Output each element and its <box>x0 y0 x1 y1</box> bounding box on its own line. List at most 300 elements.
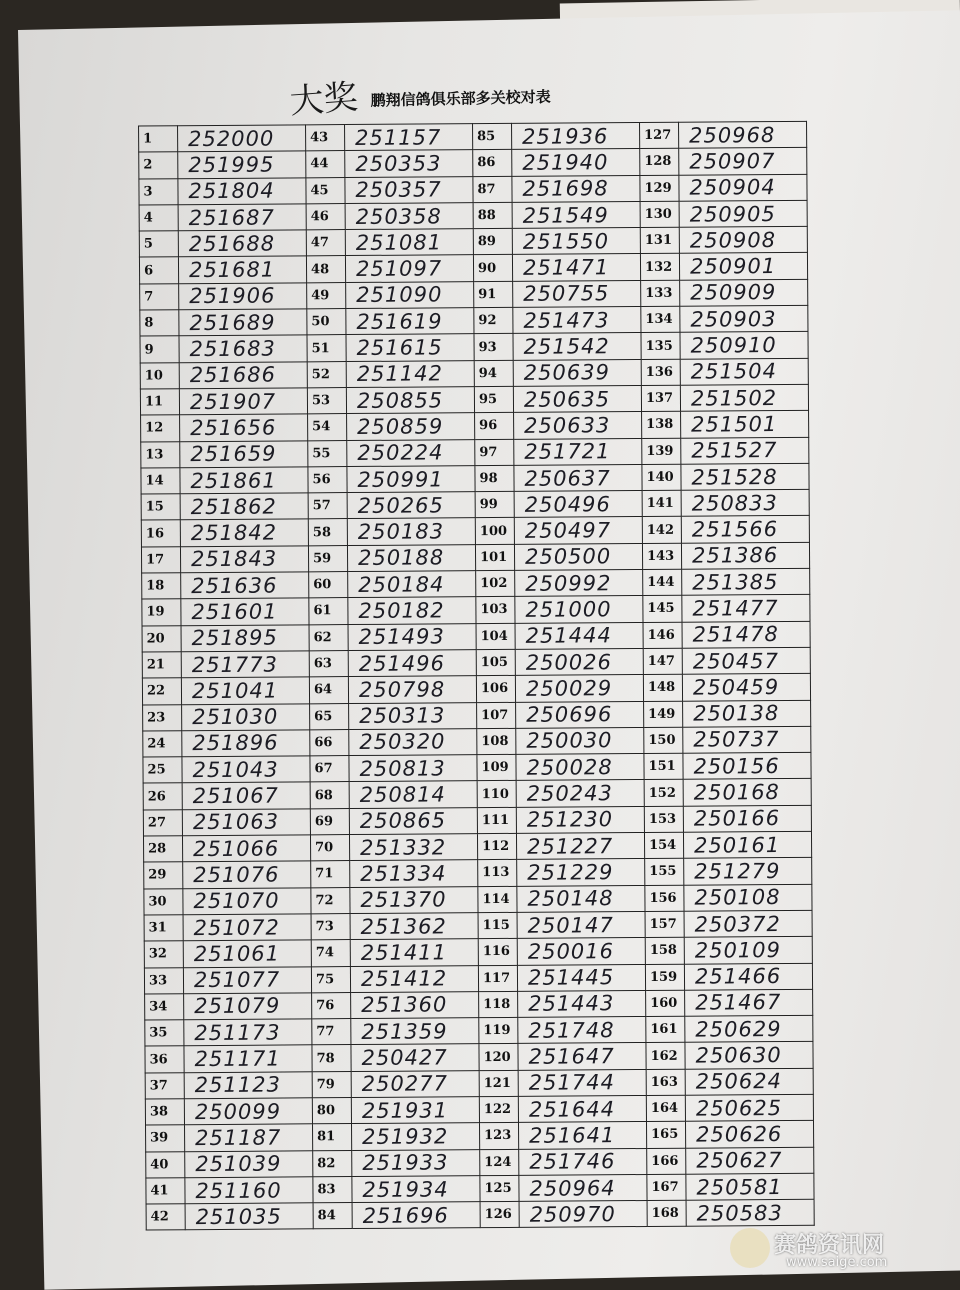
ring-number-cell: 251412 <box>350 965 478 992</box>
ring-number-cell: 251444 <box>515 622 643 649</box>
row-number-cell: 63 <box>309 650 348 677</box>
ring-number-cell: 251334 <box>350 860 478 887</box>
row-number-cell: 167 <box>647 1174 686 1201</box>
row-number-cell: 29 <box>144 862 183 889</box>
ring-number-cell: 250161 <box>683 831 811 858</box>
ring-number-cell: 251411 <box>350 939 478 966</box>
row-number-cell: 49 <box>307 282 346 309</box>
row-number-cell: 140 <box>642 464 681 491</box>
ring-number-cell: 250030 <box>516 727 644 754</box>
ring-number-cell: 251773 <box>181 651 309 678</box>
ring-number-cell: 251644 <box>518 1095 646 1122</box>
ring-number-cell: 251385 <box>682 568 810 595</box>
row-number-cell: 155 <box>645 859 684 886</box>
row-number-cell: 75 <box>311 966 350 993</box>
ring-number-cell: 250168 <box>683 779 811 806</box>
row-number-cell: 66 <box>310 729 349 756</box>
ring-number-table <box>138 121 815 1231</box>
row-number-cell: 54 <box>308 414 347 441</box>
row-number-cell: 81 <box>313 1124 352 1151</box>
row-number-cell: 162 <box>646 1043 685 1070</box>
row-number-cell: 14 <box>141 468 180 495</box>
ring-number-cell: 251542 <box>513 333 641 360</box>
row-number-cell: 135 <box>641 333 680 360</box>
row-number-cell: 43 <box>306 125 345 152</box>
ring-number-cell: 251471 <box>512 254 640 281</box>
row-number-cell: 18 <box>142 573 181 600</box>
ring-number-cell: 251187 <box>185 1124 313 1151</box>
ring-number-cell: 251895 <box>181 624 309 651</box>
row-number-cell: 45 <box>306 177 345 204</box>
ring-number-cell: 251549 <box>512 201 640 228</box>
ring-number-cell: 250859 <box>347 413 475 440</box>
row-number-cell: 93 <box>474 334 513 361</box>
row-number-cell: 112 <box>477 833 516 860</box>
row-number-cell: 87 <box>473 176 512 203</box>
ring-number-cell: 250277 <box>351 1070 479 1097</box>
ring-number-cell: 251477 <box>682 595 810 622</box>
ring-number-cell: 250029 <box>515 675 643 702</box>
row-number-cell: 131 <box>640 227 679 254</box>
ring-number-cell: 251063 <box>182 809 310 836</box>
row-number-cell: 76 <box>312 992 351 1019</box>
ring-number-cell: 250907 <box>679 148 807 175</box>
row-number-cell: 4 <box>139 205 178 232</box>
ring-number-cell: 251698 <box>512 175 640 202</box>
row-number-cell: 50 <box>307 309 346 336</box>
ring-number-cell: 250500 <box>514 543 642 570</box>
row-number-cell: 115 <box>478 912 517 939</box>
ring-number-cell: 251041 <box>181 677 309 704</box>
row-number-cell: 157 <box>645 911 684 938</box>
row-number-cell: 159 <box>645 964 684 991</box>
ring-number-cell: 251229 <box>517 859 645 886</box>
ring-number-cell: 250243 <box>516 780 644 807</box>
row-number-cell: 39 <box>146 1125 185 1152</box>
ring-number-cell: 250627 <box>686 1147 814 1174</box>
ring-number-cell: 251035 <box>185 1203 313 1230</box>
ring-number-cell: 251907 <box>179 388 307 415</box>
ring-number-cell: 250905 <box>679 200 807 227</box>
row-number-cell: 132 <box>640 254 679 281</box>
ring-number-cell: 251473 <box>513 307 641 334</box>
ring-number-cell: 251493 <box>348 623 476 650</box>
row-number-cell: 3 <box>139 178 178 205</box>
row-number-cell: 89 <box>473 229 512 256</box>
row-number-cell: 79 <box>312 1071 351 1098</box>
row-number-cell: 103 <box>476 597 515 624</box>
printed-title: 鹏翔信鸽俱乐部多关校对表 <box>370 87 551 110</box>
row-number-cell: 48 <box>306 256 345 283</box>
row-number-cell: 117 <box>478 965 517 992</box>
ring-number-cell: 250901 <box>679 253 807 280</box>
ring-number-cell: 251687 <box>178 204 306 231</box>
ring-number-cell: 251861 <box>180 467 308 494</box>
ring-number-cell: 250358 <box>345 203 473 230</box>
row-number-cell: 134 <box>641 306 680 333</box>
document-sheet <box>18 10 960 1289</box>
ring-number-cell: 251066 <box>182 835 310 862</box>
row-number-cell: 61 <box>309 598 348 625</box>
row-number-cell: 139 <box>642 438 681 465</box>
ring-number-cell: 250099 <box>184 1098 312 1125</box>
row-number-cell: 105 <box>476 649 515 676</box>
ring-number-cell: 251081 <box>345 229 473 256</box>
ring-number-cell: 250156 <box>683 752 811 779</box>
row-number-cell: 130 <box>640 201 679 228</box>
row-number-cell: 148 <box>643 674 682 701</box>
row-number-cell: 51 <box>307 335 346 362</box>
ring-number-cell: 251173 <box>184 1019 312 1046</box>
row-number-cell: 128 <box>640 149 679 176</box>
ring-number-cell: 251332 <box>349 834 477 861</box>
ring-number-cell: 251932 <box>352 1123 480 1150</box>
ring-number-cell: 250865 <box>349 807 477 834</box>
row-number-cell: 84 <box>313 1203 352 1230</box>
ring-number-cell: 250968 <box>679 121 807 148</box>
ring-number-cell: 250147 <box>517 911 645 938</box>
ring-number-cell: 250637 <box>514 464 642 491</box>
row-number-cell: 65 <box>310 703 349 730</box>
row-number-cell: 8 <box>140 310 179 337</box>
row-number-cell: 102 <box>476 570 515 597</box>
ring-number-cell: 251445 <box>517 964 645 991</box>
row-number-cell: 9 <box>140 336 179 363</box>
ring-number-cell: 250813 <box>349 755 477 782</box>
ring-number-cell: 250991 <box>347 466 475 493</box>
row-number-cell: 41 <box>146 1178 185 1205</box>
ring-number-cell: 250108 <box>684 884 812 911</box>
ring-number-cell: 251160 <box>185 1177 313 1204</box>
ring-number-cell: 251804 <box>178 177 306 204</box>
row-number-cell: 97 <box>475 439 514 466</box>
row-number-cell: 57 <box>308 493 347 520</box>
ring-number-cell: 250353 <box>345 150 473 177</box>
ring-number-cell: 251123 <box>184 1072 312 1099</box>
row-number-cell: 107 <box>477 702 516 729</box>
row-number-cell: 16 <box>141 520 180 547</box>
ring-number-cell: 250166 <box>683 805 811 832</box>
row-number-cell: 90 <box>473 255 512 282</box>
row-number-cell: 153 <box>644 806 683 833</box>
row-number-cell: 25 <box>143 757 182 784</box>
row-number-cell: 42 <box>146 1204 185 1231</box>
ring-number-cell: 251550 <box>512 228 640 255</box>
ring-number-cell: 251142 <box>346 360 474 387</box>
row-number-cell: 83 <box>313 1176 352 1203</box>
ring-number-cell: 251067 <box>182 782 310 809</box>
ring-number-cell: 251370 <box>350 886 478 913</box>
ring-number-cell: 250581 <box>686 1173 814 1200</box>
ring-number-cell: 251466 <box>684 963 812 990</box>
ring-number-cell: 250109 <box>684 937 812 964</box>
ring-number-cell: 251076 <box>183 861 311 888</box>
ring-number-cell: 250755 <box>513 280 641 307</box>
row-number-cell: 5 <box>139 231 178 258</box>
ring-number-cell: 250904 <box>679 174 807 201</box>
ring-number-cell: 250964 <box>519 1174 647 1201</box>
row-number-cell: 142 <box>642 517 681 544</box>
ring-number-cell: 251157 <box>345 124 473 151</box>
table-row <box>146 1199 814 1230</box>
row-number-cell: 34 <box>145 994 184 1021</box>
ring-number-cell: 250183 <box>347 518 475 545</box>
ring-number-cell: 250625 <box>685 1094 813 1121</box>
ring-number-cell: 251061 <box>183 940 311 967</box>
ring-number-cell: 251683 <box>179 335 307 362</box>
ring-number-cell: 250184 <box>348 571 476 598</box>
ring-number-cell: 251504 <box>680 358 808 385</box>
ring-number-cell: 250626 <box>685 1121 813 1148</box>
row-number-cell: 92 <box>474 307 513 334</box>
row-number-cell: 146 <box>643 622 682 649</box>
ring-number-cell: 251843 <box>180 546 308 573</box>
ring-number-cell: 250026 <box>515 648 643 675</box>
ring-number-cell: 251502 <box>680 384 808 411</box>
ring-number-cell: 250629 <box>685 1015 813 1042</box>
row-number-cell: 21 <box>142 652 181 679</box>
ring-number-cell: 251615 <box>346 334 474 361</box>
row-number-cell: 122 <box>479 1096 518 1123</box>
ring-number-cell: 251689 <box>179 309 307 336</box>
row-number-cell: 111 <box>477 807 516 834</box>
ring-number-cell: 250909 <box>680 279 808 306</box>
row-number-cell: 38 <box>145 1099 184 1126</box>
row-number-cell: 91 <box>474 281 513 308</box>
ring-number-cell: 250630 <box>685 1042 813 1069</box>
ring-number-cell: 251043 <box>182 756 310 783</box>
row-number-cell: 129 <box>640 175 679 202</box>
row-number-cell: 80 <box>312 1098 351 1125</box>
ring-number-cell: 251659 <box>180 440 308 467</box>
ring-number-cell: 251748 <box>518 1017 646 1044</box>
row-number-cell: 10 <box>140 362 179 389</box>
ring-number-cell: 250737 <box>683 726 811 753</box>
ring-number-cell: 250696 <box>516 701 644 728</box>
row-number-cell: 7 <box>140 284 179 311</box>
title-area <box>289 67 551 121</box>
ring-number-cell: 250814 <box>349 781 477 808</box>
row-number-cell: 59 <box>308 545 347 572</box>
row-number-cell: 69 <box>310 808 349 835</box>
row-number-cell: 137 <box>641 385 680 412</box>
ring-number-cell: 251362 <box>350 913 478 940</box>
ring-number-cell: 251279 <box>684 858 812 885</box>
ring-number-cell: 250188 <box>347 544 475 571</box>
ring-number-cell: 251688 <box>178 230 306 257</box>
ring-number-cell: 250138 <box>683 700 811 727</box>
row-number-cell: 95 <box>474 386 513 413</box>
row-number-cell: 94 <box>474 360 513 387</box>
row-number-cell: 127 <box>640 122 679 149</box>
row-number-cell: 52 <box>307 361 346 388</box>
ring-number-cell: 251619 <box>346 308 474 335</box>
row-number-cell: 152 <box>644 780 683 807</box>
row-number-cell: 160 <box>646 990 685 1017</box>
ring-number-cell: 251090 <box>346 281 474 308</box>
ring-number-cell: 251995 <box>178 151 306 178</box>
ring-number-cell: 251443 <box>518 990 646 1017</box>
row-number-cell: 53 <box>307 388 346 415</box>
row-number-cell: 104 <box>476 623 515 650</box>
row-number-cell: 56 <box>308 466 347 493</box>
watermark <box>730 1228 940 1272</box>
row-number-cell: 106 <box>476 676 515 703</box>
row-number-cell: 138 <box>642 411 681 438</box>
ring-number-cell: 251636 <box>181 572 309 599</box>
row-number-cell: 126 <box>480 1202 519 1229</box>
ring-number-cell: 251601 <box>181 598 309 625</box>
ring-number-cell: 251496 <box>348 650 476 677</box>
ring-number-cell: 250313 <box>349 702 477 729</box>
row-number-cell: 13 <box>141 441 180 468</box>
ring-number-cell: 251696 <box>352 1202 480 1229</box>
row-number-cell: 22 <box>142 678 181 705</box>
row-number-cell: 144 <box>643 569 682 596</box>
ring-number-cell: 251097 <box>345 255 473 282</box>
row-number-cell: 27 <box>143 809 182 836</box>
row-number-cell: 86 <box>473 150 512 177</box>
row-number-cell: 67 <box>310 756 349 783</box>
ring-number-cell: 251386 <box>681 542 809 569</box>
ring-number-cell: 250970 <box>519 1201 647 1228</box>
ring-number-cell: 251934 <box>352 1176 480 1203</box>
row-number-cell: 71 <box>311 861 350 888</box>
ring-number-cell: 251359 <box>351 1018 479 1045</box>
row-number-cell: 85 <box>473 123 512 150</box>
row-number-cell: 47 <box>306 230 345 257</box>
row-number-cell: 98 <box>475 465 514 492</box>
ring-number-cell: 251000 <box>515 596 643 623</box>
ring-number-cell: 250427 <box>351 1044 479 1071</box>
ring-number-cell: 250908 <box>679 227 807 254</box>
row-number-cell: 55 <box>308 440 347 467</box>
row-number-cell: 166 <box>647 1148 686 1175</box>
ring-number-cell: 250028 <box>516 754 644 781</box>
ring-number-cell: 250372 <box>684 910 812 937</box>
row-number-cell: 118 <box>479 991 518 1018</box>
row-number-cell: 110 <box>477 781 516 808</box>
ring-number-cell: 251528 <box>681 463 809 490</box>
row-number-cell: 121 <box>479 1070 518 1097</box>
row-number-cell: 168 <box>647 1200 686 1227</box>
row-number-cell: 36 <box>145 1046 184 1073</box>
row-number-cell: 72 <box>311 887 350 914</box>
row-number-cell: 73 <box>311 913 350 940</box>
row-number-cell: 31 <box>144 915 183 942</box>
ring-number-cell: 250497 <box>514 517 642 544</box>
ring-number-cell: 250457 <box>682 647 810 674</box>
ring-number-cell: 250459 <box>682 674 810 701</box>
row-number-cell: 133 <box>641 280 680 307</box>
row-number-cell: 125 <box>480 1175 519 1202</box>
row-number-cell: 154 <box>644 832 683 859</box>
row-number-cell: 99 <box>475 492 514 519</box>
ring-number-cell: 251842 <box>180 519 308 546</box>
row-number-cell: 11 <box>140 389 179 416</box>
ring-number-cell: 251478 <box>682 621 810 648</box>
row-number-cell: 123 <box>479 1123 518 1150</box>
row-number-cell: 158 <box>645 937 684 964</box>
row-number-cell: 150 <box>644 727 683 754</box>
row-number-cell: 46 <box>306 203 345 230</box>
row-number-cell: 37 <box>145 1072 184 1099</box>
row-number-cell: 82 <box>313 1150 352 1177</box>
row-number-cell: 164 <box>646 1095 685 1122</box>
row-number-cell: 136 <box>641 359 680 386</box>
ring-number-cell: 251862 <box>180 493 308 520</box>
row-number-cell: 124 <box>480 1149 519 1176</box>
row-number-cell: 60 <box>309 572 348 599</box>
row-number-cell: 19 <box>142 599 181 626</box>
ring-number-cell: 251501 <box>681 411 809 438</box>
ring-number-cell: 251681 <box>178 256 306 283</box>
handwritten-title: 大奖 <box>288 77 360 123</box>
row-number-cell: 165 <box>646 1121 685 1148</box>
row-number-cell: 23 <box>143 704 182 731</box>
ring-number-cell: 250624 <box>685 1068 813 1095</box>
ring-number-cell: 251746 <box>519 1148 647 1175</box>
ring-number-cell: 250265 <box>347 492 475 519</box>
row-number-cell: 6 <box>139 257 178 284</box>
ring-number-cell: 251641 <box>518 1122 646 1149</box>
row-number-cell: 96 <box>475 413 514 440</box>
row-number-cell: 161 <box>646 1016 685 1043</box>
row-number-cell: 88 <box>473 202 512 229</box>
ring-number-cell: 250833 <box>681 489 809 516</box>
ring-number-cell: 250992 <box>515 570 643 597</box>
ring-number-cell: 250583 <box>686 1199 814 1226</box>
ring-number-cell: 250182 <box>348 597 476 624</box>
row-number-cell: 141 <box>642 490 681 517</box>
row-number-cell: 163 <box>646 1069 685 1096</box>
row-number-cell: 15 <box>141 494 180 521</box>
ring-number-cell: 251686 <box>179 362 307 389</box>
row-number-cell: 33 <box>144 967 183 994</box>
row-number-cell: 68 <box>310 782 349 809</box>
ring-number-cell: 250635 <box>513 385 641 412</box>
row-number-cell: 74 <box>311 940 350 967</box>
ring-number-cell: 250798 <box>348 676 476 703</box>
ring-number-cell: 251906 <box>179 283 307 310</box>
row-number-cell: 64 <box>309 677 348 704</box>
row-number-cell: 116 <box>478 939 517 966</box>
row-number-cell: 24 <box>143 731 182 758</box>
ring-number-cell: 250320 <box>349 728 477 755</box>
row-number-cell: 17 <box>141 546 180 573</box>
row-number-cell: 100 <box>475 518 514 545</box>
row-number-cell: 143 <box>642 543 681 570</box>
ring-number-cell: 251171 <box>184 1045 312 1072</box>
row-number-cell: 40 <box>146 1151 185 1178</box>
row-number-cell: 120 <box>479 1044 518 1071</box>
row-number-cell: 156 <box>645 885 684 912</box>
row-number-cell: 113 <box>478 860 517 887</box>
ring-number-cell: 251079 <box>184 993 312 1020</box>
ring-number-cell: 250633 <box>514 412 642 439</box>
ring-number-cell: 250639 <box>513 359 641 386</box>
ring-number-cell: 250148 <box>517 885 645 912</box>
row-number-cell: 62 <box>309 624 348 651</box>
ring-number-cell: 251656 <box>180 414 308 441</box>
row-number-cell: 109 <box>477 755 516 782</box>
ring-number-cell: 251647 <box>518 1043 646 1070</box>
ring-number-cell: 251566 <box>681 516 809 543</box>
watermark-logo-icon <box>730 1228 770 1268</box>
ring-number-cell: 250903 <box>680 305 808 332</box>
row-number-cell: 114 <box>478 886 517 913</box>
row-number-cell: 20 <box>142 625 181 652</box>
